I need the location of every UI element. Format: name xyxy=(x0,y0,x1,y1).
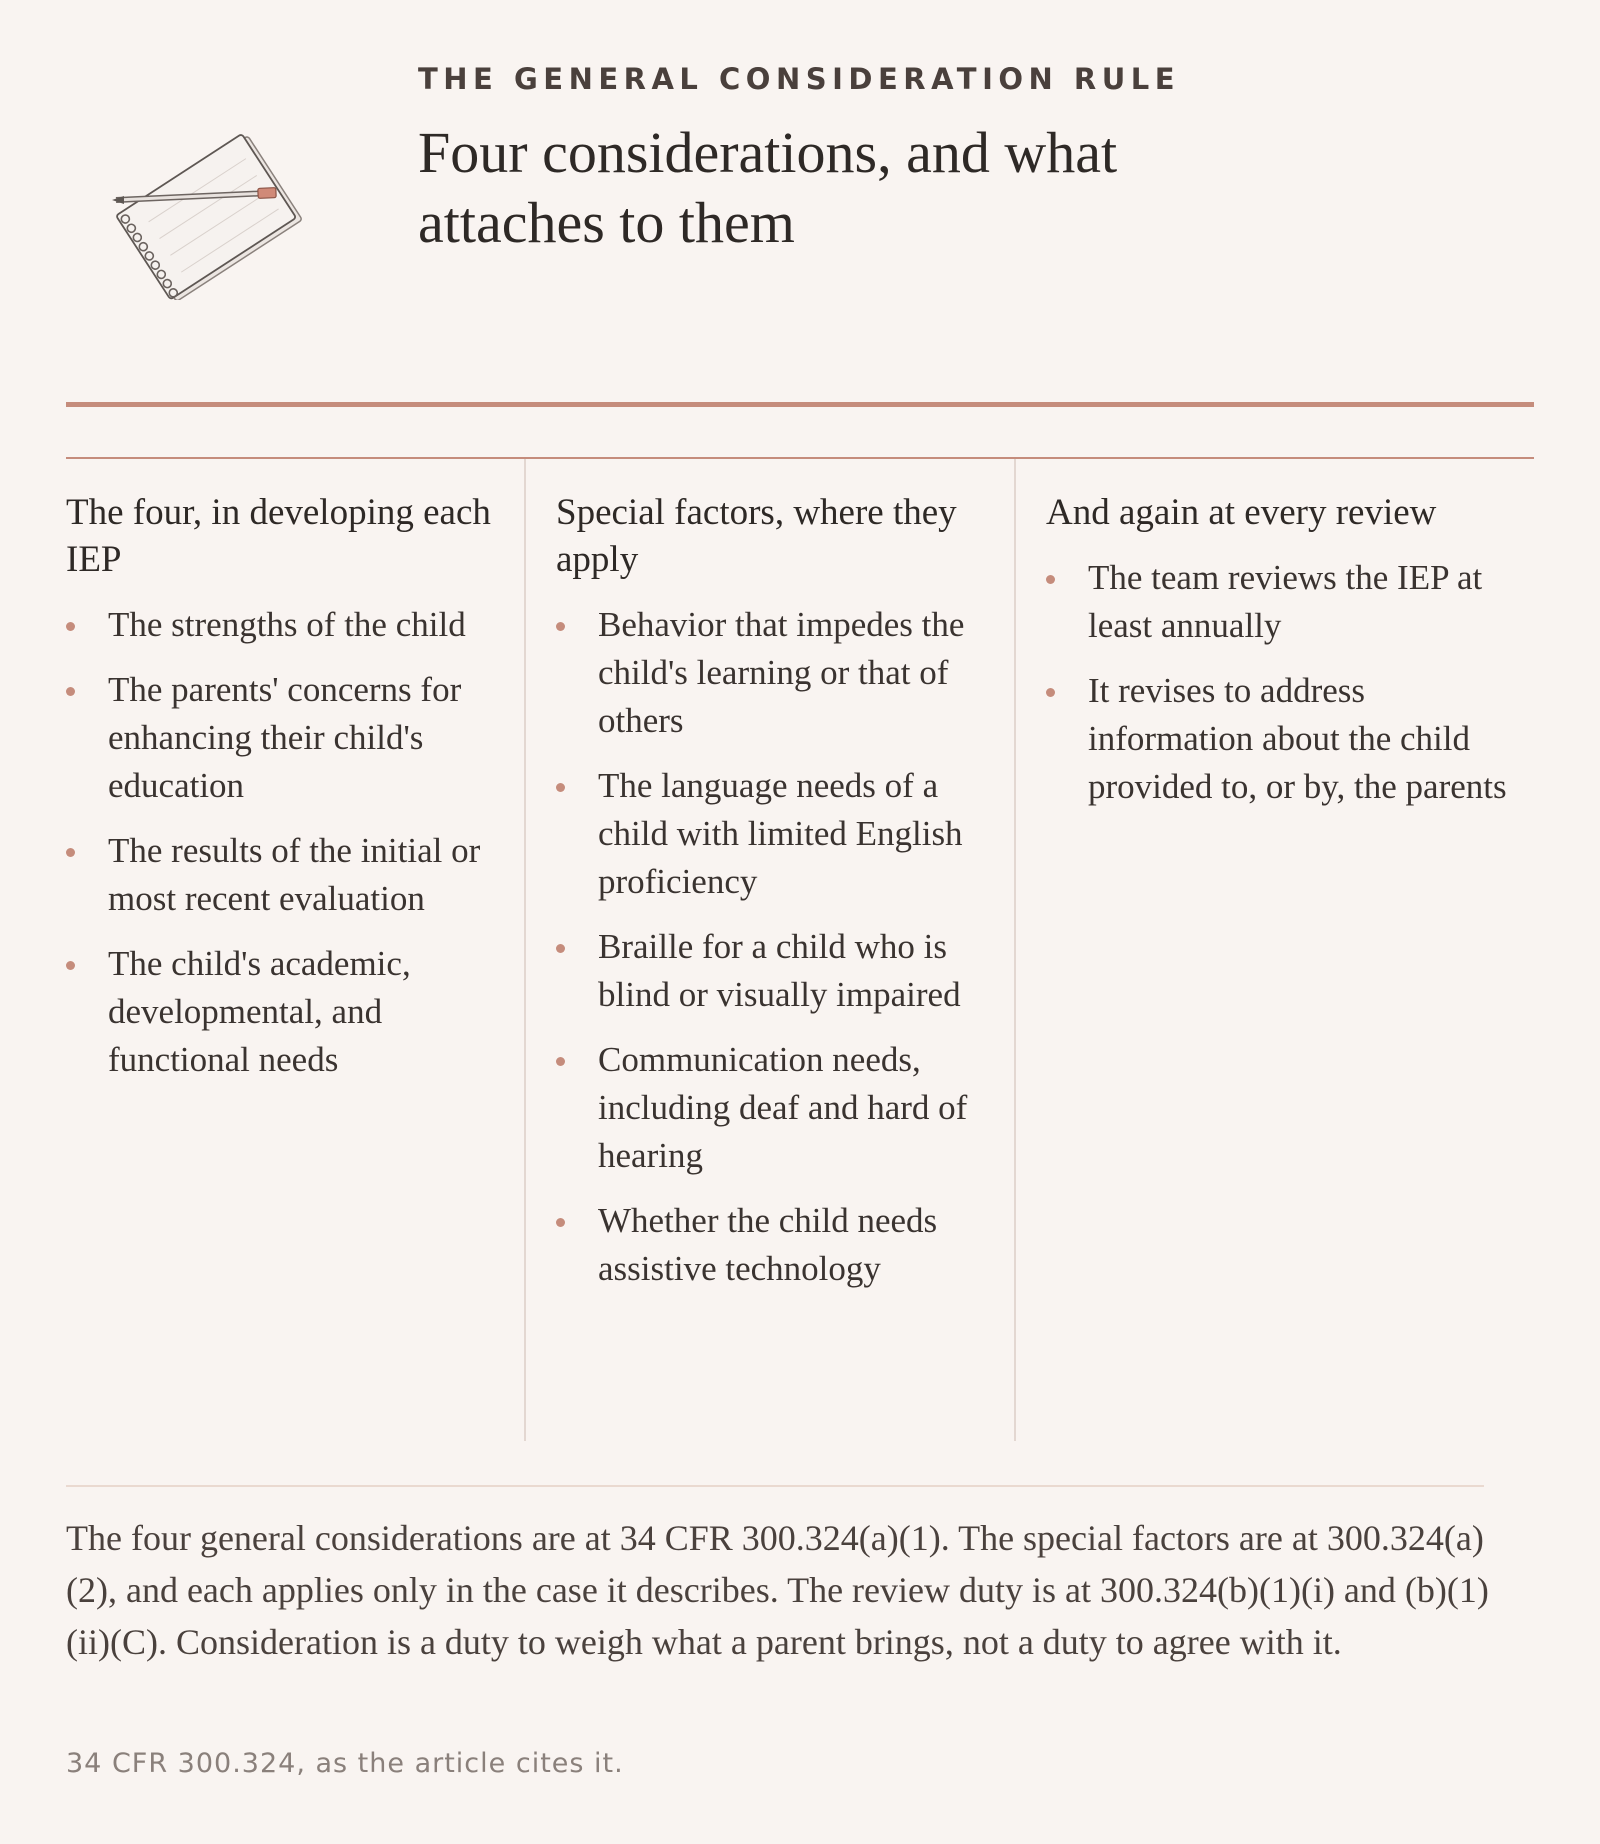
item-list xyxy=(1046,554,1534,811)
bullet-icon xyxy=(556,944,565,953)
list-item-text: Communication needs, including deaf and hard of hearing xyxy=(598,1040,968,1175)
bullet-icon xyxy=(1046,575,1055,584)
list-item xyxy=(1046,554,1534,650)
list-item xyxy=(66,666,504,810)
bullet-icon xyxy=(556,622,565,631)
list-item-text: It revises to address information about the child provided to, or by, the parents xyxy=(1088,671,1507,806)
page-title: Four considerations, and what attaches to them xyxy=(418,120,1118,255)
bullet-icon xyxy=(66,687,75,696)
column-special-factors xyxy=(526,459,1016,1441)
list-item xyxy=(66,601,504,649)
bullet-icon xyxy=(556,1057,565,1066)
list-item xyxy=(556,762,994,906)
header-divider-thick xyxy=(66,402,1534,407)
bullet-icon xyxy=(556,783,565,792)
list-item-text: The parents' concerns for enhancing their child's education xyxy=(108,670,462,805)
bullet-icon xyxy=(66,848,75,857)
column-heading: Special factors, where they apply xyxy=(556,492,957,580)
page-header xyxy=(0,0,1600,380)
bullet-icon xyxy=(66,961,75,970)
list-item xyxy=(66,827,504,923)
list-item-text: The results of the initial or most recent evaluation xyxy=(108,831,481,918)
list-item-text: The language needs of a child with limited English proficiency xyxy=(598,766,963,901)
list-item-text: The strengths of the child xyxy=(108,605,466,644)
bullet-icon xyxy=(1046,688,1055,697)
footer-divider xyxy=(66,1485,1484,1487)
notebook-with-pencil-icon xyxy=(110,120,310,300)
bullet-icon xyxy=(556,1218,565,1227)
source-citation: 34 CFR 300.324, as the article cites it. xyxy=(66,1748,624,1779)
column-heading: The four, in developing each IEP xyxy=(66,492,491,580)
list-item-text: Whether the child needs assistive technology xyxy=(598,1201,938,1288)
list-item-text: The child's academic, developmental, and functional needs xyxy=(108,944,411,1079)
list-item xyxy=(556,923,994,1019)
considerations-columns xyxy=(66,459,1534,1441)
list-item xyxy=(556,1036,994,1180)
column-four-considerations xyxy=(66,459,526,1441)
list-item xyxy=(556,601,994,745)
section-eyebrow: THE GENERAL CONSIDERATION RULE xyxy=(418,62,1181,96)
item-list xyxy=(66,601,504,1084)
list-item xyxy=(556,1197,994,1293)
footer-note: The four general considerations are at 34 CFR 300.324(a)(1). The special factors are at 300.324(a)(2), and each applies only in the case it describes. The review duty is at 300.324(b)(1)(i) and (b)(1)(ii)(C). Consideration is a duty to weigh what a parent brings, not a duty to agree with it. xyxy=(66,1518,1489,1662)
column-every-review xyxy=(1016,459,1534,1441)
list-item-text: Braille for a child who is blind or visually impaired xyxy=(598,927,961,1014)
list-item xyxy=(1046,667,1534,811)
list-item-text: Behavior that impedes the child's learning or that of others xyxy=(598,605,965,740)
item-list xyxy=(556,601,994,1293)
list-item-text: The team reviews the IEP at least annually xyxy=(1088,558,1483,645)
column-heading: And again at every review xyxy=(1046,492,1437,533)
list-item xyxy=(66,940,504,1084)
bullet-icon xyxy=(66,622,75,631)
